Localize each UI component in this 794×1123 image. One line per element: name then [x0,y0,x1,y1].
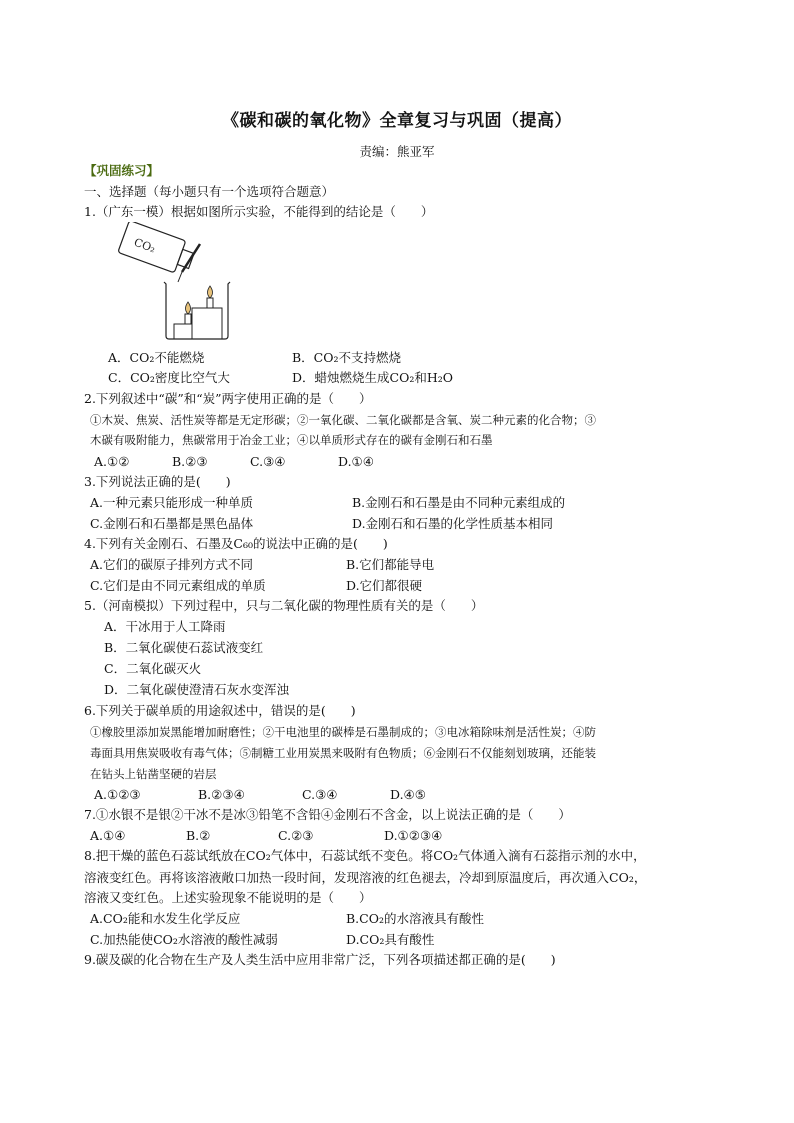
q5-option-c: C．二氧化碳灭火 [104,661,202,676]
q6-option-d: D.④⑤ [390,787,426,802]
q6-body-line1: ①橡胶里添加炭黑能增加耐磨性；②干电池里的碳棒是石墨制成的；③电冰箱除味剂是活性炭；④防 [90,725,596,739]
q3-option-a: A.一种元素只能形成一种单质 [90,495,254,510]
q7-option-d: D.①②③④ [384,828,443,843]
q4-option-a: A.它们的碳原子排列方式不同 [90,557,254,572]
section-tag: 【巩固练习】 [84,163,160,178]
part-heading: 一、选择题（每小题只有一个选项符合题意） [84,184,335,199]
q7-option-c: C.②③ [278,828,314,843]
q2-body-line2: 木碳有吸附能力，焦碳常用于冶金工业；④以单质形式存在的碳有金刚石和石墨 [90,433,493,447]
q6-stem: 6.下列关于碳单质的用途叙述中，错误的是( ) [84,703,356,718]
q7-stem: 7.①水银不是银②干冰不是冰③铅笔不含铅④金刚石不含金，以上说法正确的是（ ） [84,807,571,822]
q3-option-c: C.金刚石和石墨都是黑色晶体 [90,516,254,531]
q4-option-b: B.它们都能导电 [346,557,435,572]
q2-stem: 2.下列叙述中“碳”和“炭”两字使用正确的是（ ） [84,391,372,406]
q2-body-line1: ①木炭、焦炭、活性炭等都是无定形碳；②一氧化碳、二氧化碳都是含氧、炭二种元素的化合物；③ [90,413,596,427]
q6-option-c: C.③④ [302,787,338,802]
q1-option-a: A．CO₂不能燃烧 [108,350,205,365]
q8-body-line1: 8.把干燥的蓝色石蕊试纸放在CO₂气体中，石蕊试纸不变色。将CO₂气体通入滴有石蕊指示剂的水中， [84,848,646,863]
page-title: 《碳和碳的氧化物》全章复习与巩固（提高） [222,111,572,131]
q4-option-d: D.它们都很硬 [346,578,423,593]
q2-option-a: A.①② [94,454,130,469]
q4-stem: 4.下列有关金刚石、石墨及C₆₀的说法中正确的是( ) [84,536,388,551]
q6-body-line3: 在钻头上钻凿坚硬的岩层 [90,767,217,781]
q1-option-b: B．CO₂不支持燃烧 [292,350,402,365]
q5-stem: 5.（河南模拟）下列过程中，只与二氧化碳的物理性质有关的是（ ） [84,598,484,613]
q5-option-d: D．二氧化碳使澄清石灰水变浑浊 [104,682,290,697]
co2-pouring-figure [112,222,232,342]
q1-option-c: C．CO₂密度比空气大 [108,370,230,385]
q5-option-b: B．二氧化碳使石蕊试液变红 [104,640,264,655]
q5-option-a: A．干冰用于人工降雨 [104,619,226,634]
q1-stem: 1.（广东一模）根据如图所示实验，不能得到的结论是（ ） [84,204,434,219]
q8-option-d: D.CO₂具有酸性 [346,932,435,947]
q8-body-line3: 溶液又变红色。上述实验现象不能说明的是（ ） [84,890,372,905]
co2-label: CO₂ [132,235,158,256]
q8-option-a: A.CO₂能和水发生化学反应 [90,911,241,926]
q2-option-c: C.③④ [250,454,286,469]
q8-option-b: B.CO₂的水溶液具有酸性 [346,911,484,926]
q7-option-a: A.①④ [90,828,126,843]
q1-option-d: D．蜡烛燃烧生成CO₂和H₂O [292,370,454,385]
q3-option-d: D.金刚石和石墨的化学性质基本相同 [352,516,554,531]
q8-option-c: C.加热能使CO₂水溶液的酸性减弱 [90,932,278,947]
q6-option-b: B.②③④ [198,787,245,802]
q9-stem: 9.碳及碳的化合物在生产及人类生活中应用非常广泛，下列各项描述都正确的是( ) [84,952,556,967]
q8-body-line2: 溶液变红色。再将该溶液敞口加热一段时间，发现溶液的红色褪去，冷却到原温度后，再次通入CO₂， [84,870,647,885]
q4-option-c: C.它们是由不同元素组成的单质 [90,578,266,593]
q3-option-b: B.金刚石和石墨是由不同种元素组成的 [352,495,566,510]
q6-body-line2: 毒面具用焦炭吸收有毒气体；⑤制糖工业用炭黑来吸附有色物质；⑥金刚石不仅能刻划玻璃，还能装 [90,746,596,760]
q7-option-b: B.② [186,828,211,843]
editor-credit: 责编：熊亚军 [359,144,435,159]
q2-option-d: D.①④ [338,454,374,469]
q3-stem: 3.下列说法正确的是( ) [84,474,231,489]
q2-option-b: B.②③ [172,454,208,469]
q6-option-a: A.①②③ [94,787,141,802]
